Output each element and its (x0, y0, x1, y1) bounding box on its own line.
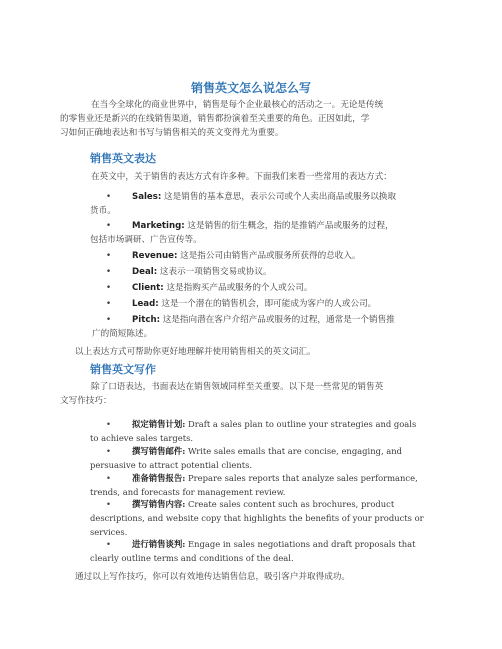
section2-closing (75, 570, 435, 584)
item-term: 拟定销售计划: (132, 419, 186, 429)
bullet-icon: • (106, 473, 111, 483)
closing-line: 通过以上写作技巧，你可以有效地传达销售信息，吸引客户并取得成功。 (75, 572, 351, 582)
lead-line: 除了口语表达，书面表达在销售领域同样至关重要。以下是一些常见的销售英 (91, 382, 384, 392)
item-continuation: to achieve sales targets. (90, 433, 194, 443)
section-heading-writing: 销售英文写作 (90, 363, 156, 376)
item-term: Deal: (132, 267, 158, 277)
list-item (90, 497, 440, 539)
item-continuation: 包括市场调研、广告宣传等。 (90, 235, 202, 245)
list-item (90, 219, 440, 247)
intro-line: 的零售业还是新兴的在线销售渠道，销售都扮演着至关重要的角色。正因如此，学 (60, 114, 370, 124)
item-text: Create sales content such as brochures, product (185, 499, 395, 509)
section-heading-expressions: 销售英文表达 (90, 152, 156, 165)
intro-paragraph (60, 98, 435, 140)
bullet-icon: • (106, 419, 111, 429)
item-text: 这是销售的基本意思，表示公司或个人卖出商品或服务以换取 (161, 192, 397, 202)
item-continuation: clearly outline terms and conditions of the deal. (90, 553, 294, 563)
bullet-icon: • (106, 446, 111, 456)
item-continuation: trends, and forecasts for management review. (90, 487, 286, 497)
section2-lead (60, 380, 435, 408)
item-text: 这是指向潜在客户介绍产品或服务的过程，通常是一个销售推 (160, 315, 395, 325)
bullet-icon: • (106, 267, 112, 277)
item-continuation: 广的简短陈述。 (92, 329, 153, 339)
bullet-icon: • (106, 251, 112, 261)
item-text: 这是一个潜在的销售机会，即可能成为客户的人或公司。 (158, 299, 377, 309)
item-text: Draft a sales plan to outline your strategies and goals (185, 419, 417, 429)
bullet-icon: • (106, 315, 112, 325)
closing-line: 以上表达方式可帮助你更好地理解并使用销售相关的英文词汇。 (75, 347, 316, 357)
item-text: Engage in sales negotiations and draft proposals that (185, 539, 416, 549)
bullet-icon: • (106, 192, 112, 202)
bullet-icon: • (106, 499, 111, 509)
page-title: 销售英文怎么说怎么写 (190, 81, 311, 95)
item-term: Pitch: (132, 315, 161, 325)
item-term: Client: (132, 283, 164, 293)
list-item (90, 537, 440, 565)
list-item (90, 297, 440, 311)
item-text: 这是销售的衍生概念，指的是推销产品或服务的过程， (184, 221, 394, 231)
list-item (90, 313, 440, 341)
item-term: Sales: (132, 192, 162, 202)
bullet-icon: • (106, 539, 111, 549)
item-continuation: descriptions, and website copy that highlights the benefits of your products or services. (90, 513, 424, 537)
list-item (90, 265, 440, 279)
list-item (90, 281, 440, 295)
item-term: Revenue: (132, 251, 178, 261)
list-item (90, 190, 440, 218)
item-term: Lead: (132, 299, 159, 309)
item-term: 准备销售报告: (132, 473, 186, 483)
list-item (90, 444, 440, 472)
section1-closing (75, 345, 435, 359)
intro-line: 在当今全球化的商业世界中，销售是每个企业最核心的活动之一。无论是传统 (91, 100, 384, 110)
item-term: 撰写销售邮件: (132, 446, 186, 456)
item-text: 这表示一项销售交易或协议。 (157, 267, 272, 277)
lead-line: 在英文中，关于销售的表达方式有许多种。下面我们来看一些常用的表达方式： (91, 172, 392, 182)
item-text: Prepare sales reports that analyze sales performance, (185, 473, 418, 483)
list-item (90, 249, 440, 263)
item-continuation: 货币。 (90, 206, 116, 216)
bullet-icon: • (106, 221, 112, 231)
item-text: 这是指购买产品或服务的个人或公司。 (163, 283, 313, 293)
lead-line: 文写作技巧： (60, 396, 112, 406)
item-term: 撰写销售内容: (132, 499, 186, 509)
item-continuation: persuasive to attract potential clients. (90, 460, 253, 470)
section1-lead (75, 170, 435, 184)
bullet-icon: • (106, 299, 112, 309)
list-item (90, 471, 440, 499)
item-term: 进行销售谈判: (132, 539, 186, 549)
bullet-icon: • (106, 283, 112, 293)
item-text: 这是指公司由销售产品或服务所获得的总收入。 (177, 251, 361, 261)
item-text: Write sales emails that are concise, engaging, and (185, 446, 403, 456)
intro-line: 习如何正确地表达和书写与销售相关的英文变得尤为重要。 (60, 128, 284, 138)
list-item (90, 417, 440, 445)
item-term: Marketing: (132, 221, 185, 231)
